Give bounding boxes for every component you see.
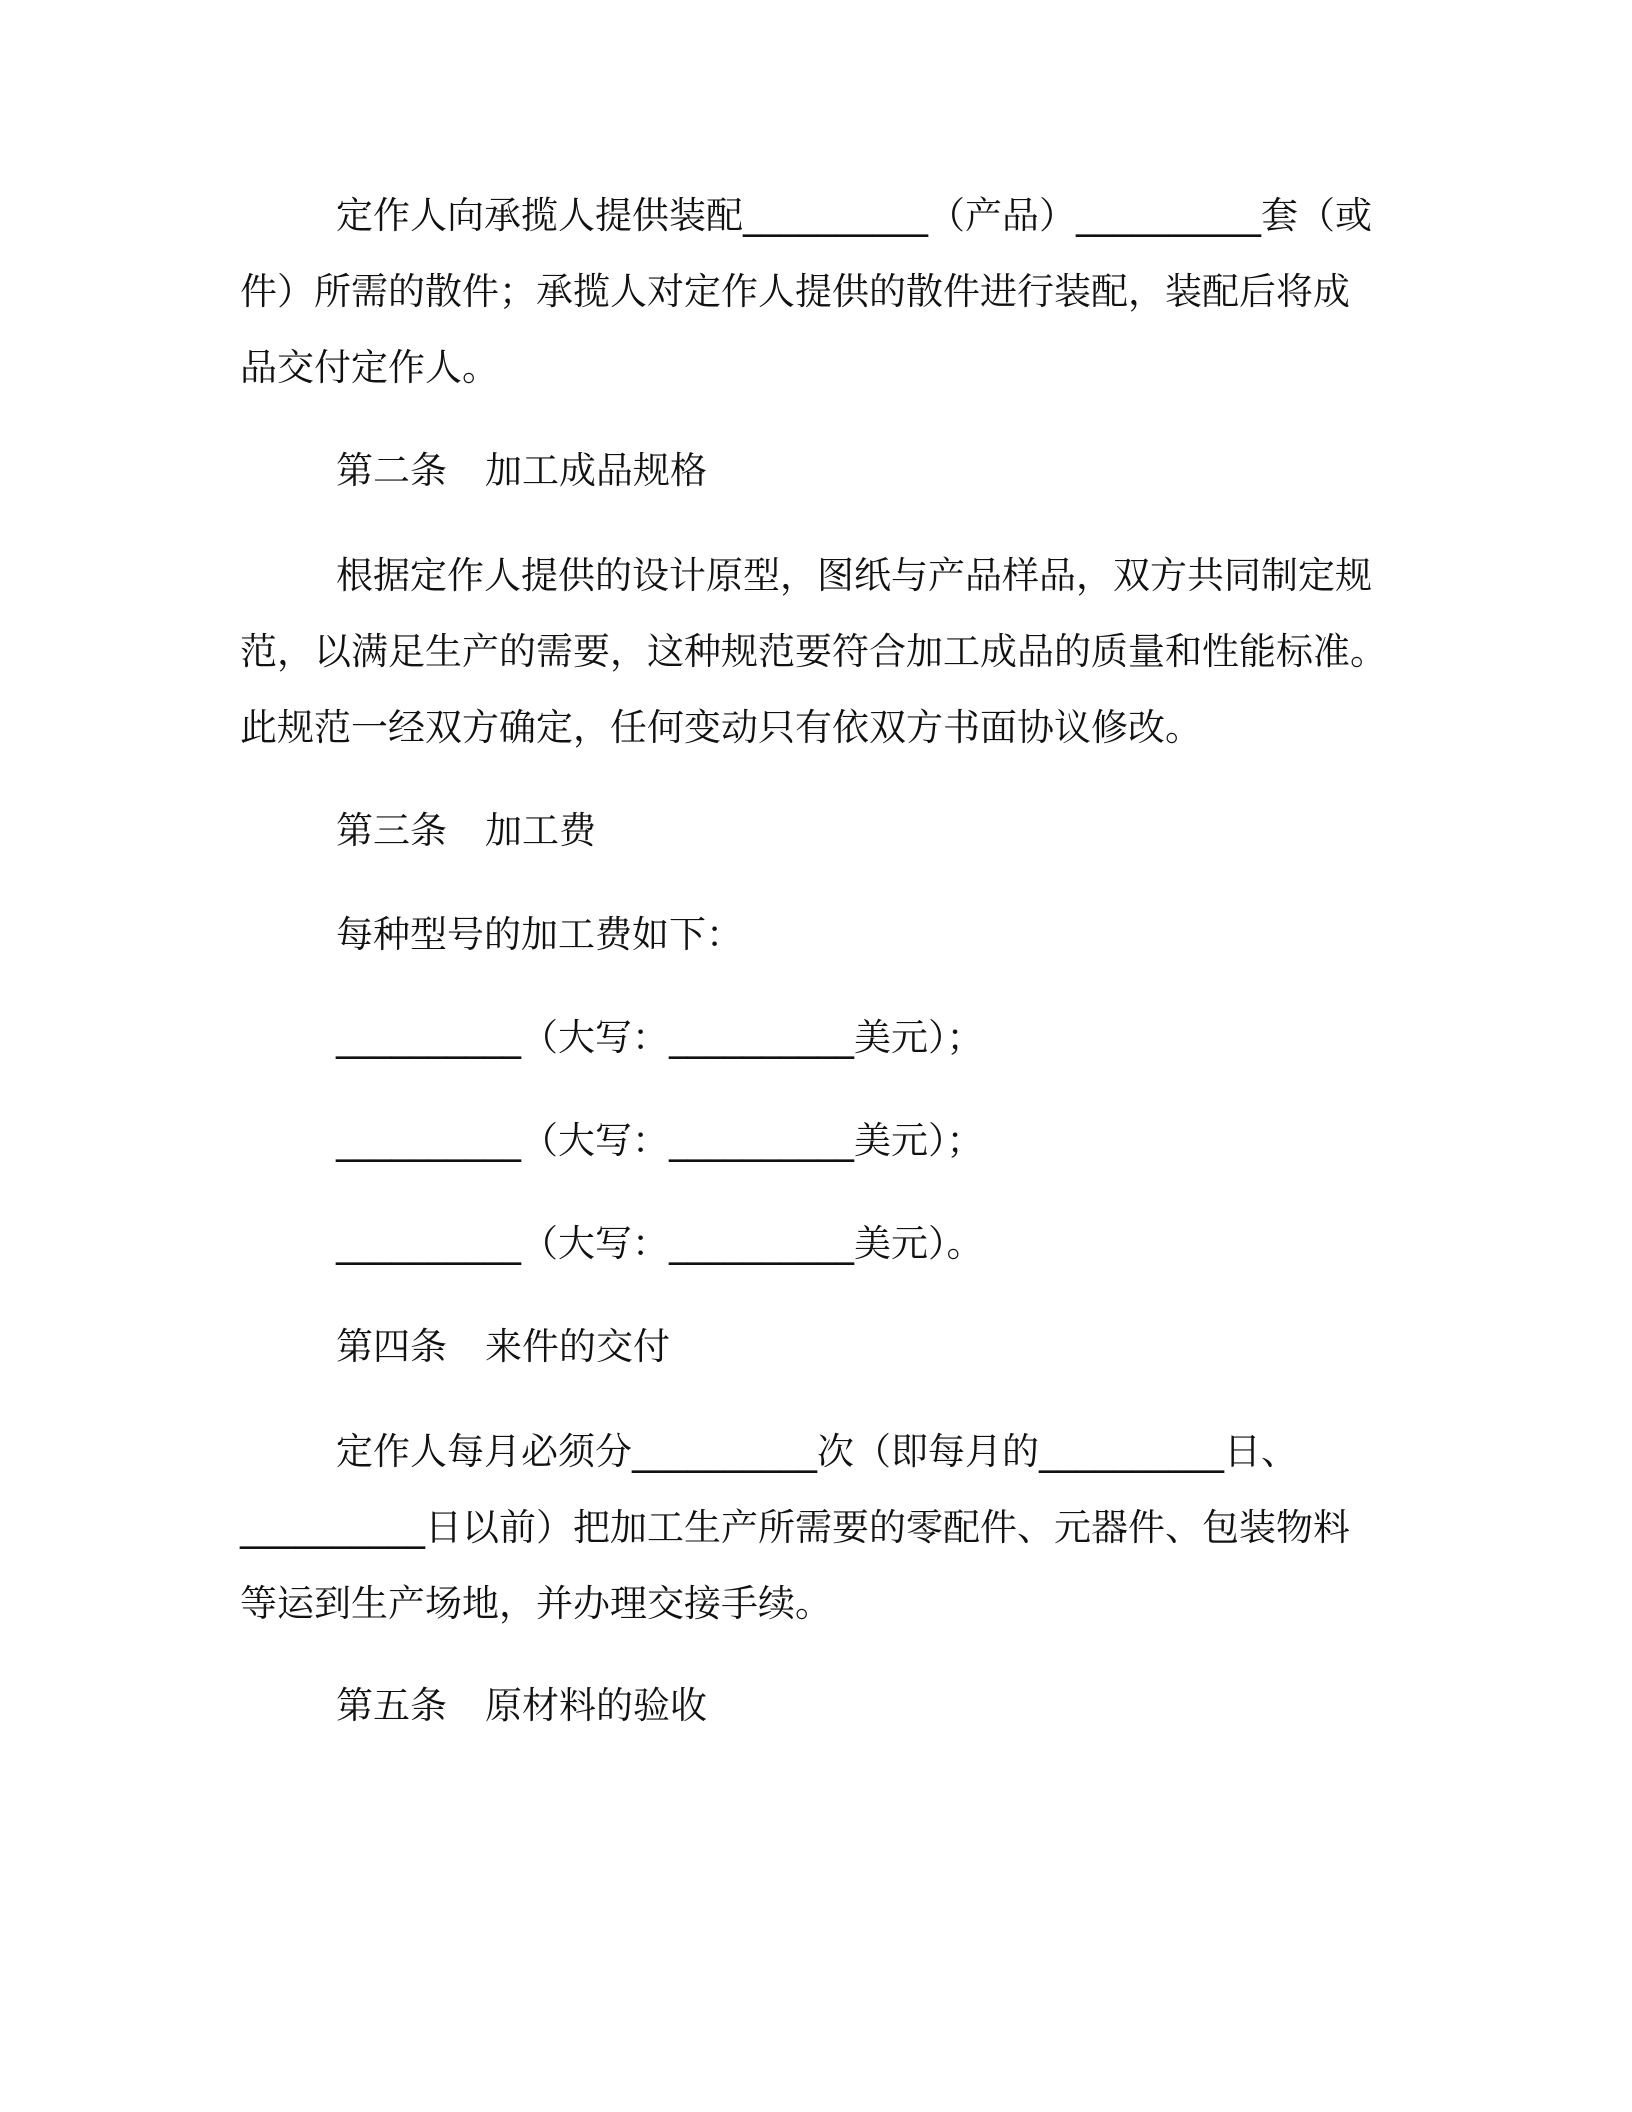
document-page	[240, 0, 1392, 2112]
article-number: 第二条	[336, 449, 447, 492]
article-number: 第四条	[336, 1325, 447, 1368]
text-line: __________日以前）把加工生产所需要的零配件、元器件、包装物料	[240, 1506, 1350, 1549]
text-line: __________（大写：__________美元）。	[336, 1222, 984, 1265]
fee-line-1	[240, 1000, 1392, 1076]
text-line: 件）所需的散件；承揽人对定作人提供的散件进行装配，装配后将成	[240, 270, 1350, 313]
paragraph-delivery	[240, 1414, 1392, 1642]
text-line: __________（大写：__________美元）；	[336, 1119, 984, 1162]
text-line: __________（大写：__________美元）；	[336, 1016, 984, 1059]
text-line: 范，以满足生产的需要，这种规范要符合加工成品的质量和性能标准。	[240, 630, 1387, 673]
article-title: 加工费	[485, 809, 596, 852]
fee-line-3	[240, 1206, 1392, 1282]
text-line: 此规范一经双方确定，任何变动只有依双方书面协议修改。	[240, 706, 1202, 749]
article-heading-5	[240, 1668, 1392, 1744]
article-number: 第三条	[336, 809, 447, 852]
article-title: 加工成品规格	[485, 449, 707, 492]
text-line: 品交付定作人。	[240, 346, 499, 389]
text-line: 根据定作人提供的设计原型，图纸与产品样品，双方共同制定规	[336, 554, 1372, 597]
article-title: 来件的交付	[485, 1325, 670, 1368]
text-line: 每种型号的加工费如下：	[336, 913, 743, 956]
text-line: 定作人向承揽人提供装配__________（产品）__________套（或	[336, 194, 1372, 237]
article-title: 原材料的验收	[485, 1684, 707, 1727]
paragraph-fee-intro	[240, 897, 1392, 973]
article-heading-4	[240, 1309, 1392, 1385]
article-number: 第五条	[336, 1684, 447, 1727]
text-line: 定作人每月必须分__________次（即每月的__________日、	[336, 1430, 1298, 1473]
paragraph-specification	[240, 538, 1392, 766]
article-heading-2	[240, 433, 1392, 509]
text-line: 等运到生产场地，并办理交接手续。	[240, 1582, 832, 1625]
article-heading-3	[240, 793, 1392, 869]
paragraph-assembly	[240, 178, 1392, 406]
fee-line-2	[240, 1103, 1392, 1179]
